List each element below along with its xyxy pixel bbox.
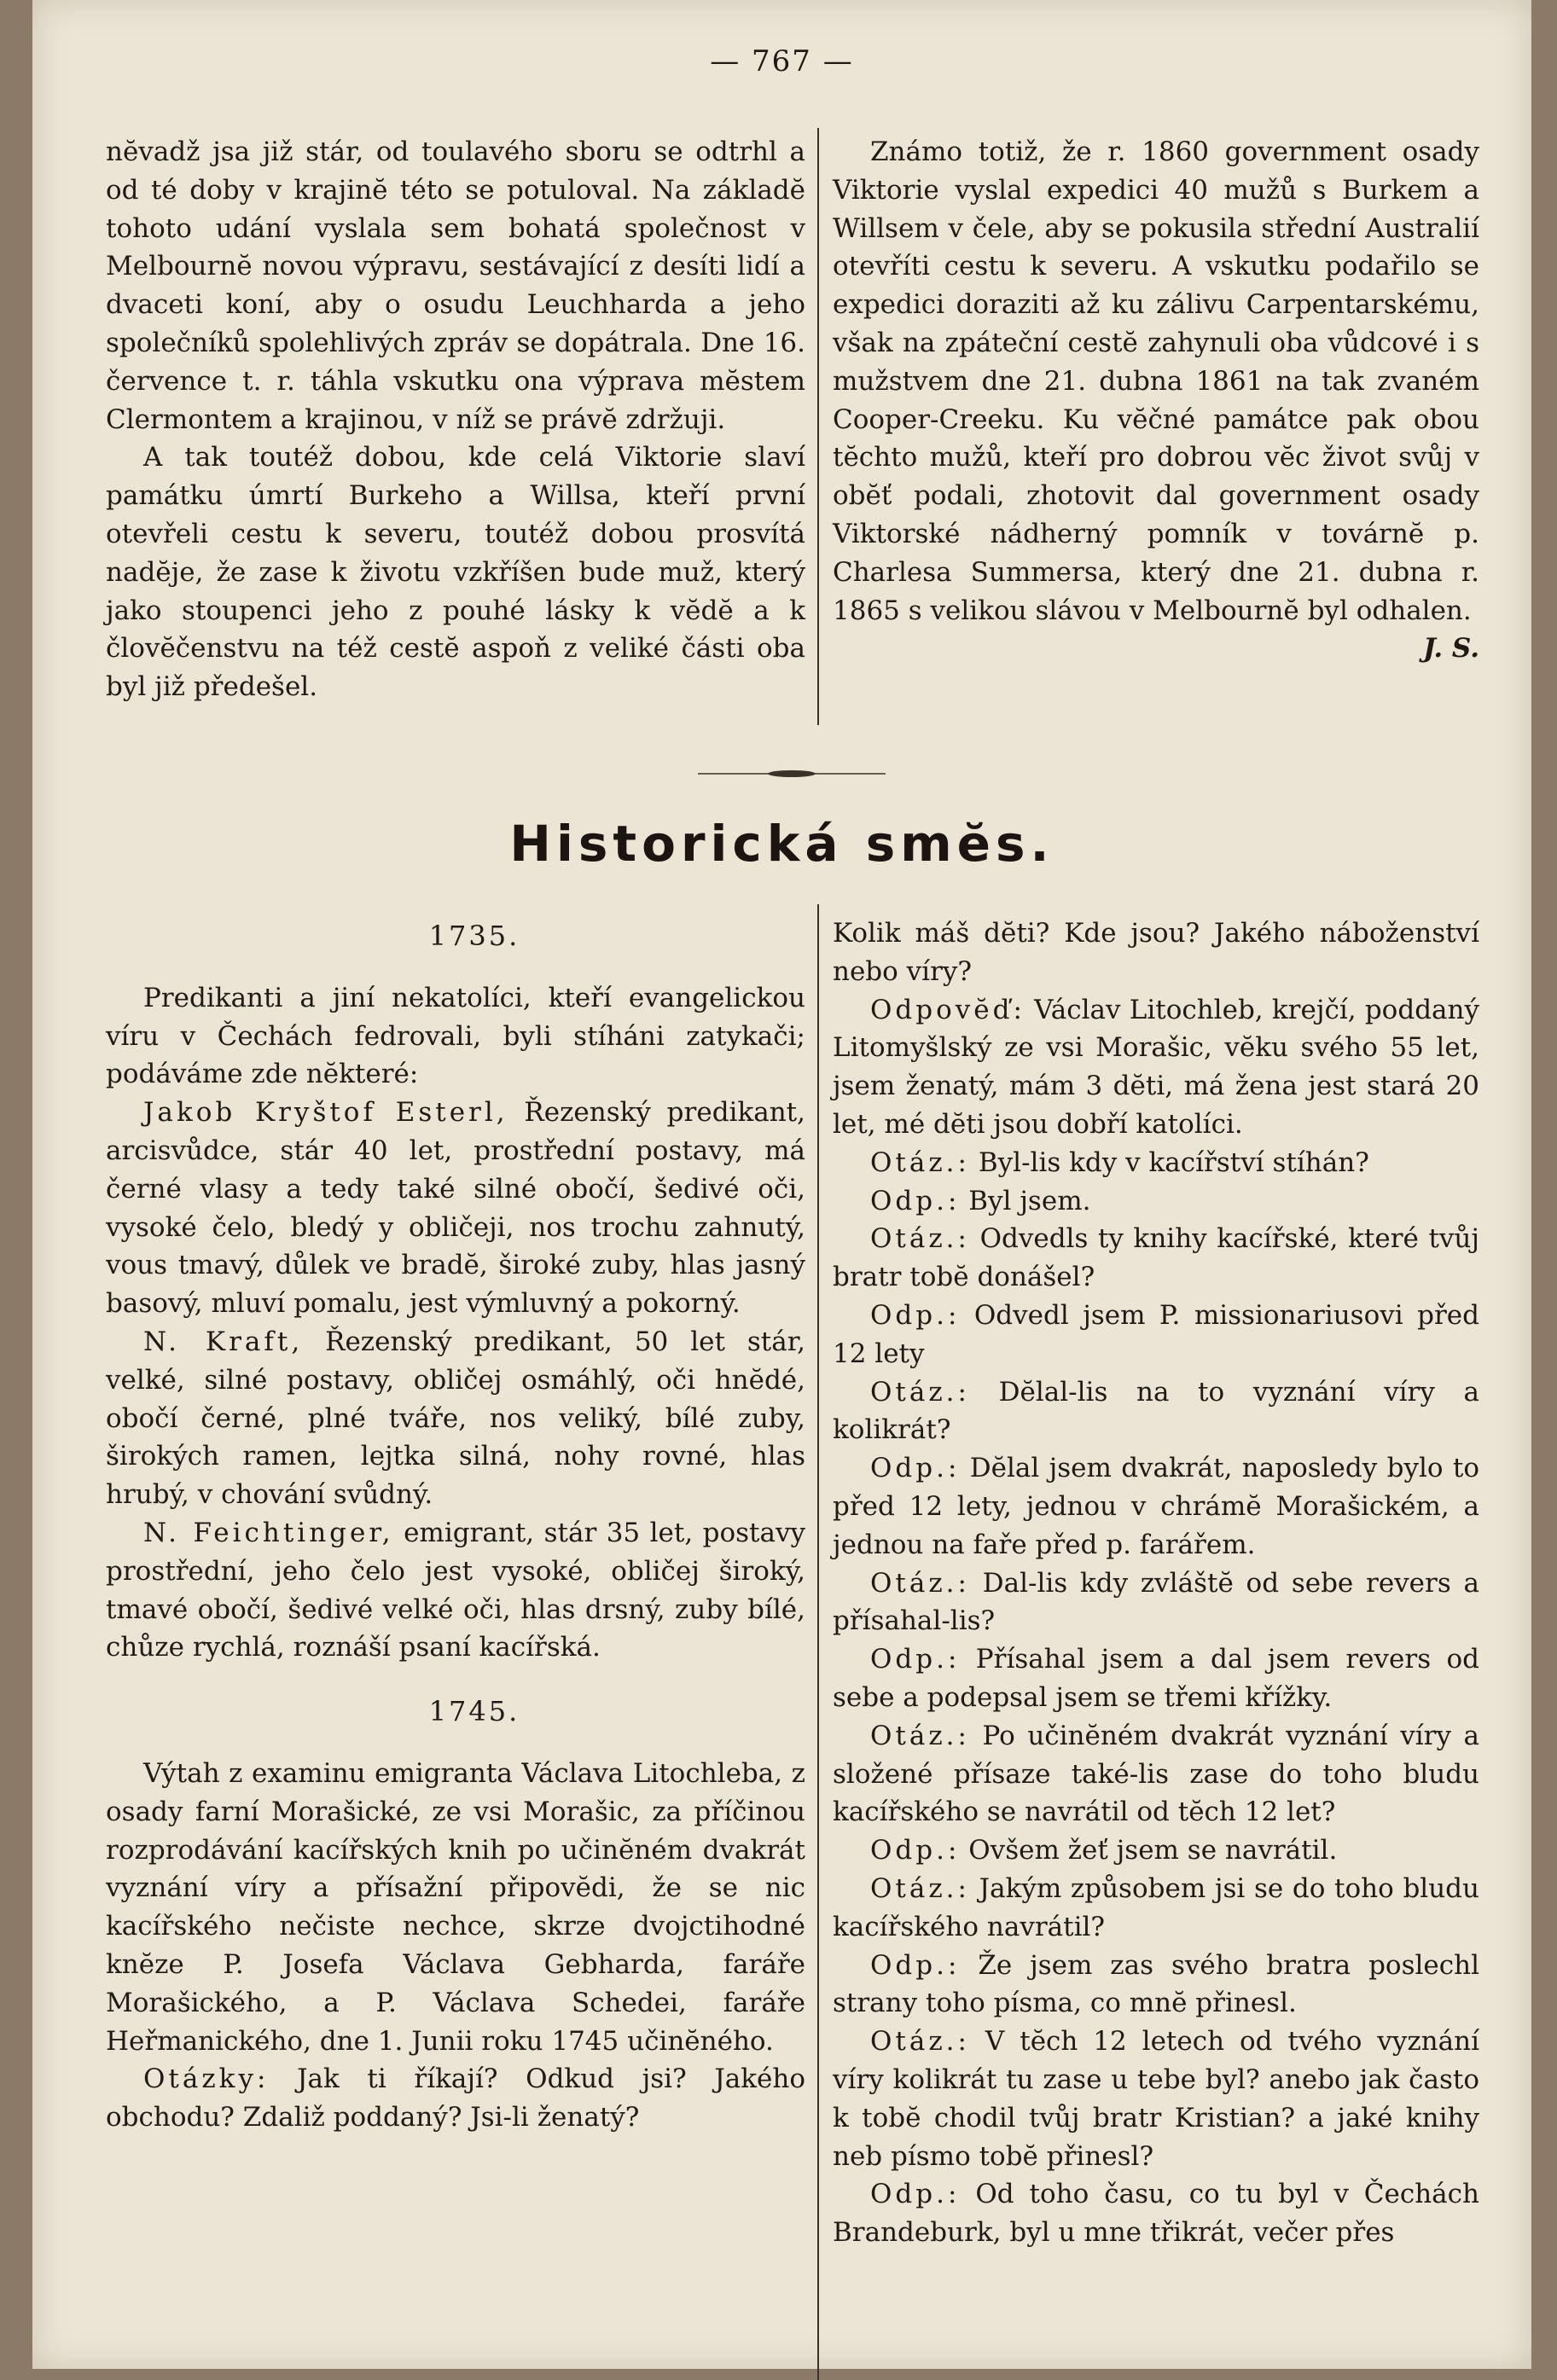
column-rule — [817, 128, 819, 725]
paragraph: Výtah z examinu emigranta Václava Litochleba, z osady farní Morašické, ze vsi Morašic, za příčinou rozprodávání kacířských knih po učinĕném dvakrát vyznání víry a přísažní připovĕdi, že se nic kacířského nečiste nechce, skrze dvojctihodné knĕze P. Josefa Václava Gebharda, faráře Morašického, a P. Václava Schedei, faráře Heřmanického, dne 1. Junii roku 1745 učinĕného. — [106, 1757, 805, 2057]
dialogue-line — [833, 1947, 1479, 2023]
dialogue-text: Od toho času, co tu byl v Čechách Brandeburk, byl u mne třikrát, večer přes — [833, 2179, 1479, 2249]
dialogue-text: Kolik máš dĕti? Kde jsou? Jakého náboženství nebo víry? — [833, 918, 1479, 987]
person-name: N. Kraft, — [143, 1326, 304, 1357]
person-name: Jakob Kryštof Esterl, — [143, 1097, 508, 1129]
dialogue-text: Odvedl jsem P. missionariusovi před 12 lety — [833, 1299, 1479, 1369]
question-label: Otázky: — [143, 2064, 270, 2095]
speaker-label: Odp.: — [870, 1644, 961, 1675]
speaker-label: Otáz.: — [870, 1872, 970, 1904]
signature: J. S. — [1423, 633, 1479, 665]
person-description: Řezenský predikant, 50 let stár, velké, silné postavy, obličej osmáhlý, oči hnĕdé, obočí černé, plné tváře, nos veliký, bílé zuby, širokých ramen, lejtka silná, nohy rovné, hlas hrubý, v chování svůdný. — [106, 1326, 805, 1511]
dialogue-line — [833, 2023, 1479, 2175]
section-title: Historická smĕs. — [509, 815, 1054, 873]
dialogue-text: Dĕlal jsem dvakrát, naposledy bylo to před 12 lety, jednou v chrámĕ Morašickém, a jednou na faře před p. farářem. — [833, 1453, 1479, 1560]
dialogue-text: Dĕlal-lis na to vyznání víry a kolikrát? — [833, 1376, 1479, 1446]
speaker-label: Otáz.: — [870, 1146, 970, 1178]
speaker-label: Odp.: — [870, 1835, 961, 1866]
paragraph: A tak toutéž dobou, kde celá Viktorie slaví památku úmrtí Burkeho a Willsa, kteří první otevřeli cestu k severu, toutéž dobou prosvítá nadĕje, že zase k životu vzkříšen bude muž, který jako stoupenci jeho z pouhé lásky k vĕdĕ a k človĕčenstvu na též cestĕ aspoň z veliké části oba byl již předešel. — [106, 442, 805, 703]
bottom-right-column — [833, 914, 1479, 2252]
paragraph: Predikanti a jiní nekatolíci, kteří evangelickou víru v Čechách fedrovali, byli stíháni zatykači; podáváme zde nĕkteré: — [106, 982, 805, 1090]
speaker-label: Odpovĕď: — [870, 994, 1025, 1025]
question-text: Jak ti říkají? Odkud jsi? Jakého obchodu? Zdaliž poddaný? Jsi-li ženatý? — [106, 2064, 805, 2133]
dialogue-text: Jakým způsobem jsi se do toho bludu kacířského navrátil? — [833, 1872, 1479, 1942]
dialogue-line — [833, 1144, 1479, 1182]
dialogue-line — [833, 1717, 1479, 1831]
dialogue-line — [833, 1449, 1479, 1564]
newspaper-page — [32, 0, 1531, 2369]
dialogue-text: Byl jsem. — [960, 1185, 1091, 1216]
dialogue-line — [833, 1297, 1479, 1373]
dialogue-line — [833, 991, 1479, 1144]
dialogue-text: Že jsem zas svého bratra poslechl strany toho písma, co mnĕ přinesl. — [833, 1949, 1479, 2019]
paragraph — [106, 1514, 805, 1667]
dialogue-line — [833, 1564, 1479, 1641]
speaker-label: Odp.: — [870, 2179, 961, 2210]
dialogue-text: Po učinĕném dvakrát vyznání víry a složené přísaze také-lis zase do toho bludu kacířského se navrátil od tĕch 12 let? — [833, 1720, 1479, 1828]
dialogue-line — [833, 914, 1479, 991]
dialogue-text: Dal-lis kdy zvláštĕ od sebe revers a přísahal-lis? — [833, 1567, 1479, 1637]
year-heading: 1735. — [428, 920, 520, 952]
dialogue-line — [833, 1870, 1479, 1947]
speaker-label: Otáz.: — [870, 1376, 970, 1408]
dialogue-line — [833, 1640, 1479, 1717]
dialogue-text: Přísahal jsem a dal jsem revers od sebe a podepsal jsem se třemi křížky. — [833, 1644, 1479, 1713]
dialogue-line — [833, 1182, 1479, 1221]
dialogue-text: Václav Litochleb, krejčí, poddaný Litomyšlský ze vsi Morašic, vĕku svého 55 let, jsem ženatý, mám 3 dĕti, má žena jest stará 20 let, mé dĕti jsou dobří katolíci. — [833, 994, 1479, 1140]
top-left-column — [106, 133, 805, 706]
speaker-label: Otáz.: — [870, 1223, 970, 1255]
dialogue-line — [833, 2175, 1479, 2252]
speaker-label: Odp.: — [870, 1185, 961, 1216]
person-description: Řezenský predikant, arcisvůdce, stár 40 let, prostřední postavy, má černé vlasy a tedy také silné obočí, šedivé oči, vysoké čelo, bledý y obličeji, nos trochu zahnutý, vous tmavý, důlek ve bradĕ, široké zuby, hlas jasný basový, mluví pomalu, jest výmluvný a pokorný. — [106, 1097, 805, 1320]
dialogue-text: Ovšem žeť jsem se navrátil. — [960, 1835, 1338, 1866]
speaker-label: Odp.: — [870, 1453, 961, 1484]
speaker-label: Odp.: — [870, 1949, 961, 1981]
paragraph — [106, 1323, 805, 1514]
speaker-label: Odp.: — [870, 1299, 961, 1331]
paragraph — [106, 2060, 805, 2137]
column-rule — [817, 904, 819, 2380]
page-number: — 767 — — [710, 44, 854, 78]
speaker-label: Otáz.: — [870, 1567, 970, 1599]
dialogue-line — [833, 1831, 1479, 1870]
dialogue-line — [833, 1373, 1479, 1450]
speaker-label: Otáz.: — [870, 1720, 970, 1751]
speaker-label: Otáz.: — [870, 2026, 970, 2058]
year-heading: 1745. — [428, 1695, 520, 1728]
person-description: emigrant, stár 35 let, postavy prostřední, jeho čelo jest vysoké, obličej široký, tmavé obočí, šedivé velké oči, hlas drsný, zuby bílé, chůze rychlá, roznáší psaní kacířská. — [106, 1517, 805, 1663]
paragraph: nĕvadž jsa již stár, od toulavého sboru se odtrhl a od té doby v krajinĕ této se potuloval. Na základĕ tohoto udání vyslala sem bohatá společnost v Melbournĕ novou výpravu, sestávající z desíti lidí a dvaceti koní, aby o osudu Leuchharda a jeho společníků spolehlivých zpráv se dopátrala. Dne 16. července t. r. táhla vskutku ona výprava mĕstem Clermontem a krajinou, v níž se právĕ zdržuji. — [106, 136, 805, 435]
top-right-column — [833, 133, 1479, 668]
paragraph — [106, 1094, 805, 1323]
person-name: N. Feichtinger, — [143, 1517, 394, 1548]
dialogue-line — [833, 1220, 1479, 1297]
paragraph: Známo totiž, že r. 1860 government osady Viktorie vyslal expedici 40 mužů s Burkem a Willsem v čele, aby se pokusila střední Australií otevříti cestu k severu. A vskutku podařilo se expedici doraziti až ku zálivu Carpentarskému, však na zpáteční cestĕ zahynuli oba vůdcové i s mužstvem dne 21. dubna 1861 na tak zvaném Cooper-Creeku. Ku vĕčné památce pak obou tĕchto mužů, kteří pro dobrou vĕc život svůj v obĕť podali, zhotovit dal government osady Viktorské nádherný pomník v továrnĕ p. Charlesa Summersa, který dne 21. dubna r. 1865 s velikou slávou v Melbournĕ byl odhalen. — [833, 136, 1479, 626]
dialogue-text: V tĕch 12 letech od tvého vyznání víry kolikrát tu zase u tebe byl? anebo jak často k tobĕ chodil tvůj bratr Kristian? a jaké knihy neb písmo tobĕ přinesl? — [833, 2026, 1479, 2172]
ornament-divider — [698, 766, 886, 781]
bottom-left-column — [106, 891, 805, 2137]
dialogue-text: Byl-lis kdy v kacířství stíhán? — [970, 1146, 1369, 1178]
dialogue-text: Odvedls ty knihy kacířské, které tvůj bratr tobĕ donášel? — [833, 1223, 1479, 1293]
